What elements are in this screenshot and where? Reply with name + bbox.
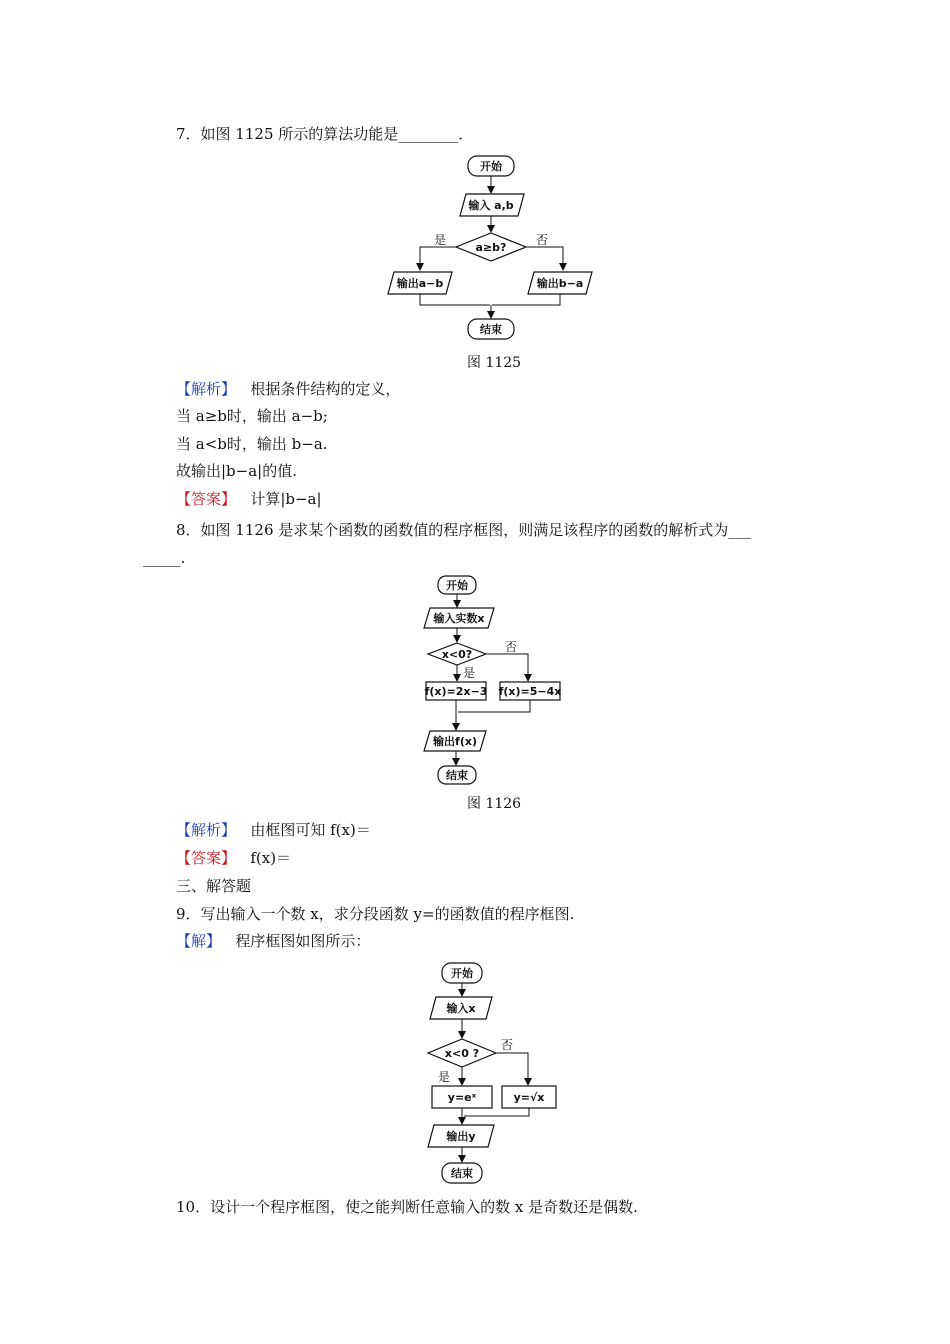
fc3-decision-text: x<0 ?	[444, 1047, 480, 1060]
fc2-proc-yes-text: f(x)=2x−3	[424, 685, 488, 698]
fc2-output-text: 输出f(x)	[433, 735, 477, 748]
fc1-output-yes-text: 输出a−b	[396, 277, 444, 290]
q10-question: 10．设计一个程序框图，使之能判断任意输入的数 x 是奇数还是偶数.	[176, 1198, 638, 1216]
fc3-start-text: 开始	[451, 967, 473, 980]
fc3-input-text: 输入x	[446, 1002, 476, 1015]
fc1-no-label: 否	[536, 233, 549, 247]
fc2-end-text: 结束	[446, 769, 468, 782]
section-heading: 三、解答题	[176, 877, 252, 895]
q8-question-line1: 8．如图 1126 是求某个函数的函数值的程序框图，则满足该程序的函数的解析式为___	[176, 521, 751, 539]
q7-analysis	[176, 379, 400, 399]
q9-question: 9．写出输入一个数 x，求分段函数 y=的函数值的程序框图.	[176, 905, 575, 923]
q8-answer	[176, 848, 291, 868]
q7-question: 7．如图 1125 所示的算法功能是________．	[176, 125, 474, 143]
fc2-input-text: 输入实数x	[433, 612, 485, 625]
analysis-tag: 【解析】	[176, 821, 237, 839]
fc3-yes-label: 是	[438, 1070, 451, 1084]
fc3-no-label: 否	[501, 1038, 514, 1052]
fc1-decision-text: a≥b?	[475, 241, 507, 254]
analysis-text: 由框图可知 f(x)＝	[250, 821, 371, 839]
answer-tag: 【答案】	[176, 490, 237, 508]
figure-caption-1126: 图 1126	[467, 796, 522, 812]
fc2-proc-no-text: f(x)=5−4x	[498, 685, 562, 698]
fc3-proc-no-text: y=√x	[513, 1091, 545, 1104]
fc1-start-text: 开始	[480, 160, 502, 173]
fc2-start-text: 开始	[446, 579, 468, 592]
analysis-text: 根据条件结构的定义，	[250, 380, 401, 398]
answer-text: f(x)＝	[250, 849, 292, 867]
fc2-no-label: 否	[505, 640, 518, 654]
q7-answer	[176, 489, 322, 509]
solution-tag: 【解】	[176, 932, 222, 950]
q7-line3: 故输出|b−a|的值.	[176, 462, 297, 480]
q8-analysis	[176, 820, 371, 840]
answer-tag: 【答案】	[176, 849, 237, 867]
fc2-decision-text: x<0?	[441, 648, 473, 661]
answer-text: 计算|b−a|	[250, 490, 322, 508]
fc1-output-no-text: 输出b−a	[536, 277, 584, 290]
fc3-proc-yes-text: y=eˣ	[447, 1091, 477, 1104]
figure-caption-1125: 图 1125	[467, 355, 522, 371]
fc2-yes-label: 是	[463, 666, 476, 680]
q7-line2: 当 a<b时，输出 b−a.	[176, 435, 328, 453]
fc1-end-text: 结束	[480, 323, 502, 336]
fc1-yes-label: 是	[434, 233, 447, 247]
analysis-tag: 【解析】	[176, 380, 237, 398]
fc3-output-text: 输出y	[446, 1130, 476, 1143]
q7-line1: 当 a≥b时，输出 a−b;	[176, 407, 328, 425]
q8-question-line2: _____.	[143, 549, 186, 567]
solution-text: 程序框图如图所示：	[235, 932, 371, 950]
q9-solution	[176, 931, 370, 951]
fc1-input-text: 输入 a,b	[468, 199, 514, 212]
fc3-end-text: 结束	[451, 1167, 473, 1180]
